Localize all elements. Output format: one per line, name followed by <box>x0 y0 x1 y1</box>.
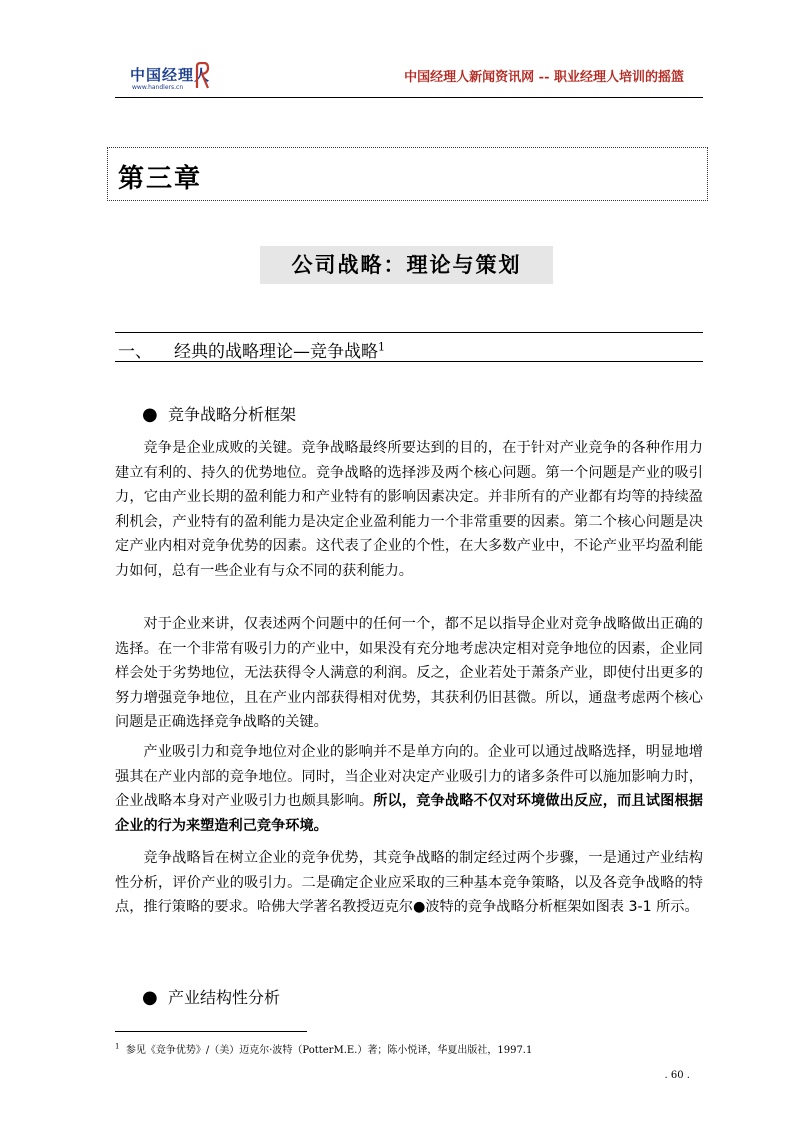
paragraph-text: 产业吸引力和竞争地位对企业的影响并不是单方向的。企业可以通过战略选择，明显地增强其在产业内部的竞争地位。同时，当企业对决定产业吸引力的诸多条件可以施加影响力时，企业战略本身对产业吸引力也颇具影响。 <box>115 744 703 809</box>
paragraph-bold-text: 所以，竞争战略不仅对环境做出反应，而且试图根据企业的行为来塑造利己竞争环境。 <box>115 793 703 834</box>
logo-url: www.handlers.cn <box>132 84 184 91</box>
bullet-icon: ● <box>142 404 158 425</box>
page-number: . 60 . <box>664 1070 690 1081</box>
subsection-title: 竞争战略分析框架 <box>168 405 297 424</box>
header-logo <box>130 62 212 94</box>
section-number: 一、 <box>118 342 152 362</box>
chapter-box <box>107 147 708 201</box>
subsection-heading <box>142 402 296 425</box>
footnote-mark: 1 <box>115 1042 120 1051</box>
subsection-heading <box>142 985 280 1008</box>
chapter-subtitle: 公司战略：理论与策划 <box>291 253 522 277</box>
paragraph: 对于企业来讲，仅表述两个问题中的任何一个，都不足以指导企业对竞争战略做出正确的选择。在一个非常有吸引力的产业中，如果没有充分地考虑决定相对竞争地位的因素，企业同样会处于劣势地位，无法获得令人满意的利润。反之，企业若处于萧条产业，即使付出更多的努力增强竞争地位，且在产业内部获得相对优势，其获利仍旧甚微。所以，通盘考虑两个核心问题是正确选择竞争战略的关键。 <box>115 616 703 730</box>
section-rule-top <box>115 332 703 333</box>
logo-text: 中国经理人 <box>130 66 211 84</box>
chapter-subtitle-box <box>260 246 553 284</box>
header-divider <box>115 97 703 98</box>
footnote <box>115 1041 532 1056</box>
subsection-title: 产业结构性分析 <box>168 988 281 1007</box>
paragraph: 竞争战略旨在树立企业的竞争优势，其竞争战略的制定经过两个步骤，一是通过产业结构性分析，评价产业的吸引力。二是确定企业应采取的三种基本竞争策略，以及各竞争战略的特点，推行策略的要求。哈佛大学著名教授迈克尔●波特的竞争战略分析框架如图表 3-1 所示。 <box>115 850 703 915</box>
paragraph: 竞争是企业成败的关键。竞争战略最终所要达到的目的，在于针对产业竞争的各种作用力建立有利的、持久的优势地位。竞争战略的选择涉及两个核心问题。第一个问题是产业的吸引力，它由产业长期的盈利能力和产业特有的影响因素决定。并非所有的产业都有均等的持续盈利机会，产业特有的盈利能力是决定企业盈利能力一个非常重要的因素。第二个核心问题是决定产业内相对竞争优势的因素。这代表了企业的个性，在大多数产业中，不论产业平均盈利能力如何，总有一些企业有与众不同的获利能力。 <box>115 440 703 579</box>
section-rule-bottom <box>115 361 703 362</box>
section-title: 经典的战略理论—竞争战略 <box>174 342 378 362</box>
header-slogan: 中国经理人新闻资讯网 -- 职业经理人培训的摇篮 <box>404 70 684 85</box>
paragraph <box>115 740 703 838</box>
logo-mark-icon <box>194 62 210 90</box>
footnote-divider <box>115 1031 307 1032</box>
footnote-text: 参见《竞争优势》/（美）迈克尔·波特（PotterM.E.）著；陈小悦译，华夏出版社，1997.1 <box>125 1045 533 1056</box>
section-heading <box>118 337 385 362</box>
footnote-ref[interactable]: 1 <box>378 340 385 354</box>
chapter-title: 第三章 <box>118 164 203 194</box>
bullet-icon: ● <box>142 987 158 1008</box>
